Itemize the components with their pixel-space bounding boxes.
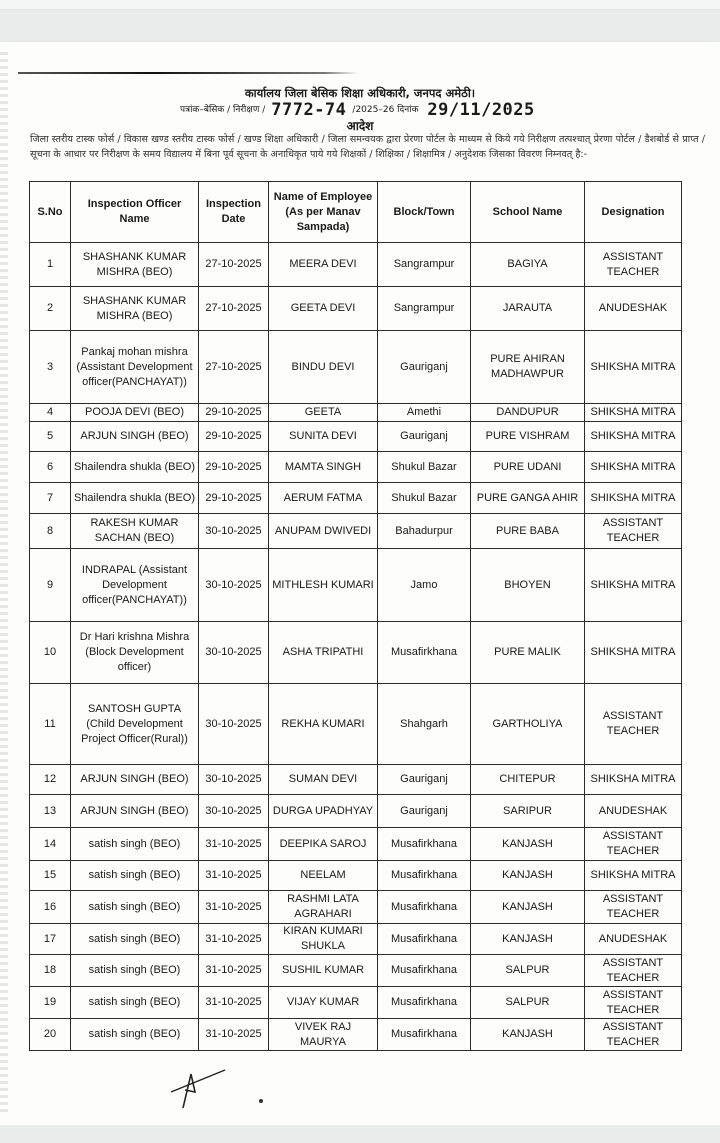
cell-designation: SHIKSHA MITRA <box>585 331 682 404</box>
cell-school-name: PURE UDANI <box>471 452 585 483</box>
cell-block-town: Shahgarh <box>378 684 471 765</box>
cell-designation: SHIKSHA MITRA <box>585 549 682 622</box>
cell-inspection-officer: SANTOSH GUPTA (Child Development Project Officer(Rural)) <box>71 684 199 765</box>
cell-sno: 13 <box>30 795 71 828</box>
cell-employee-name: SUMAN DEVI <box>269 765 378 795</box>
ref-prefix: पत्रांक–बेसिक / निरीक्षण / <box>180 105 266 115</box>
cell-employee-name: MAMTA SINGH <box>269 452 378 483</box>
cell-inspection-officer: ARJUN SINGH (BEO) <box>71 422 199 452</box>
cell-inspection-officer: RAKESH KUMAR SACHAN (BEO) <box>71 514 199 549</box>
cell-designation: ASSISTANT TEACHER <box>585 955 682 987</box>
cell-school-name: CHITEPUR <box>471 765 585 795</box>
cell-designation: ANUDESHAK <box>585 924 682 955</box>
cell-sno: 9 <box>30 549 71 622</box>
table-row <box>30 404 682 422</box>
cell-inspection-date: 30-10-2025 <box>199 765 269 795</box>
cell-sno: 17 <box>30 924 71 955</box>
cell-designation: ANUDESHAK <box>585 287 682 331</box>
table-row <box>30 331 682 404</box>
cell-inspection-date: 31-10-2025 <box>199 955 269 987</box>
cell-sno: 8 <box>30 514 71 549</box>
cell-sno: 12 <box>30 765 71 795</box>
cell-designation: SHIKSHA MITRA <box>585 861 682 891</box>
cell-designation: SHIKSHA MITRA <box>585 622 682 684</box>
cell-inspection-date: 29-10-2025 <box>199 483 269 514</box>
cell-block-town: Sangrampur <box>378 243 471 287</box>
table-row <box>30 684 682 765</box>
cell-inspection-date: 27-10-2025 <box>199 243 269 287</box>
cell-inspection-date: 30-10-2025 <box>199 622 269 684</box>
table-header-row <box>30 182 682 243</box>
column-header-block-town: Block/Town <box>378 182 471 243</box>
cell-designation: SHIKSHA MITRA <box>585 452 682 483</box>
cell-inspection-officer: SHASHANK KUMAR MISHRA (BEO) <box>71 287 199 331</box>
cell-school-name: BHOYEN <box>471 549 585 622</box>
cell-sno: 19 <box>30 987 71 1019</box>
cell-employee-name: MEERA DEVI <box>269 243 378 287</box>
cell-inspection-officer: Pankaj mohan mishra (Assistant Development officer(PANCHAYAT)) <box>71 331 199 404</box>
table-row <box>30 861 682 891</box>
cell-block-town: Amethi <box>378 404 471 422</box>
cell-designation: SHIKSHA MITRA <box>585 483 682 514</box>
cell-designation: ASSISTANT TEACHER <box>585 828 682 861</box>
cell-sno: 2 <box>30 287 71 331</box>
cell-inspection-officer: SHASHANK KUMAR MISHRA (BEO) <box>71 243 199 287</box>
table-row <box>30 422 682 452</box>
cell-employee-name: SUNITA DEVI <box>269 422 378 452</box>
cell-sno: 4 <box>30 404 71 422</box>
cell-inspection-date: 29-10-2025 <box>199 452 269 483</box>
cell-inspection-date: 31-10-2025 <box>199 924 269 955</box>
cell-block-town: Gauriganj <box>378 422 471 452</box>
cell-block-town: Shukul Bazar <box>378 483 471 514</box>
table-row <box>30 795 682 828</box>
date-label: दिनांक <box>397 105 419 115</box>
cell-designation: SHIKSHA MITRA <box>585 404 682 422</box>
cell-school-name: SARIPUR <box>471 795 585 828</box>
cell-school-name: PURE MALIK <box>471 622 585 684</box>
cell-employee-name: RASHMI LATA AGRAHARI <box>269 891 378 924</box>
cell-block-town: Bahadurpur <box>378 514 471 549</box>
app-top-bar <box>0 0 720 10</box>
cell-inspection-officer: Shailendra shukla (BEO) <box>71 452 199 483</box>
column-header-designation: Designation <box>585 182 682 243</box>
cell-employee-name: ANUPAM DWIVEDI <box>269 514 378 549</box>
cell-designation: ASSISTANT TEACHER <box>585 243 682 287</box>
cell-school-name: SALPUR <box>471 987 585 1019</box>
cell-inspection-date: 31-10-2025 <box>199 828 269 861</box>
cell-inspection-date: 29-10-2025 <box>199 422 269 452</box>
cell-block-town: Sangrampur <box>378 287 471 331</box>
table-row <box>30 891 682 924</box>
cell-block-town: Gauriganj <box>378 331 471 404</box>
cell-block-town: Musafirkhana <box>378 924 471 955</box>
column-header-inspection-date: Inspection Date <box>199 182 269 243</box>
cell-school-name: JARAUTA <box>471 287 585 331</box>
cell-block-town: Musafirkhana <box>378 1019 471 1051</box>
cell-block-town: Musafirkhana <box>378 622 471 684</box>
cell-inspection-date: 31-10-2025 <box>199 1019 269 1051</box>
table-row <box>30 452 682 483</box>
ink-dot <box>259 1099 263 1103</box>
cell-employee-name: DEEPIKA SAROJ <box>269 828 378 861</box>
cell-employee-name: KIRAN KUMARI SHUKLA <box>269 924 378 955</box>
cell-block-town: Gauriganj <box>378 795 471 828</box>
cell-inspection-date: 30-10-2025 <box>199 684 269 765</box>
cell-employee-name: DURGA UPADHYAY <box>269 795 378 828</box>
cell-inspection-officer: satish singh (BEO) <box>71 861 199 891</box>
cell-school-name: PURE VISHRAM <box>471 422 585 452</box>
cell-inspection-date: 29-10-2025 <box>199 404 269 422</box>
table-row <box>30 955 682 987</box>
cell-school-name: KANJASH <box>471 891 585 924</box>
ref-session: /2025–26 <box>352 105 395 115</box>
cell-inspection-date: 27-10-2025 <box>199 287 269 331</box>
cell-sno: 1 <box>30 243 71 287</box>
cell-sno: 18 <box>30 955 71 987</box>
cell-designation: ASSISTANT TEACHER <box>585 684 682 765</box>
office-heading: कार्यालय जिला बेसिक शिक्षा अधिकारी, जनपद अमेठी। <box>244 86 476 100</box>
cell-sno: 11 <box>30 684 71 765</box>
cell-sno: 3 <box>30 331 71 404</box>
table-row <box>30 549 682 622</box>
inspection-table <box>29 181 682 1051</box>
cell-inspection-date: 31-10-2025 <box>199 987 269 1019</box>
cell-employee-name: VIVEK RAJ MAURYA <box>269 1019 378 1051</box>
cell-inspection-officer: ARJUN SINGH (BEO) <box>71 795 199 828</box>
table-row <box>30 828 682 861</box>
table-body <box>30 243 682 1051</box>
table-row <box>30 765 682 795</box>
cell-designation: ASSISTANT TEACHER <box>585 1019 682 1051</box>
cell-designation: SHIKSHA MITRA <box>585 422 682 452</box>
table-row <box>30 483 682 514</box>
cell-designation: ASSISTANT TEACHER <box>585 514 682 549</box>
cell-school-name: SALPUR <box>471 955 585 987</box>
cell-block-town: Musafirkhana <box>378 828 471 861</box>
cell-block-town: Musafirkhana <box>378 955 471 987</box>
cell-inspection-officer: satish singh (BEO) <box>71 987 199 1019</box>
cell-designation: SHIKSHA MITRA <box>585 765 682 795</box>
cell-sno: 5 <box>30 422 71 452</box>
cell-school-name: BAGIYA <box>471 243 585 287</box>
cell-block-town: Jamo <box>378 549 471 622</box>
cell-inspection-officer: INDRAPAL (Assistant Development officer(PANCHAYAT)) <box>71 549 199 622</box>
cell-employee-name: VIJAY KUMAR <box>269 987 378 1019</box>
column-header-inspection-officer: Inspection Officer Name <box>71 182 199 243</box>
cell-school-name: KANJASH <box>471 1019 585 1051</box>
cell-inspection-date: 31-10-2025 <box>199 861 269 891</box>
ref-number-handwritten: 7772-74 <box>271 100 347 120</box>
cell-school-name: KANJASH <box>471 924 585 955</box>
cell-inspection-date: 27-10-2025 <box>199 331 269 404</box>
date-handwritten: 29/11/2025 <box>427 100 535 120</box>
cell-block-town: Musafirkhana <box>378 891 471 924</box>
cell-block-town: Musafirkhana <box>378 861 471 891</box>
cell-school-name: KANJASH <box>471 828 585 861</box>
column-header-sno: S.No <box>30 182 71 243</box>
cell-inspection-officer: satish singh (BEO) <box>71 924 199 955</box>
scan-edge-artifact <box>0 52 8 1112</box>
app-bottom-bar <box>0 1125 720 1143</box>
cell-inspection-officer: Shailendra shukla (BEO) <box>71 483 199 514</box>
cell-sno: 20 <box>30 1019 71 1051</box>
cell-inspection-officer: satish singh (BEO) <box>71 891 199 924</box>
cell-employee-name: GEETA DEVI <box>269 287 378 331</box>
cell-employee-name: GEETA <box>269 404 378 422</box>
table-row <box>30 622 682 684</box>
table-row <box>30 1019 682 1051</box>
column-header-school-name: School Name <box>471 182 585 243</box>
scan-top-line <box>18 72 358 74</box>
cell-inspection-date: 30-10-2025 <box>199 549 269 622</box>
order-title: आदेश <box>346 119 374 133</box>
cell-employee-name: REKHA KUMARI <box>269 684 378 765</box>
cell-sno: 6 <box>30 452 71 483</box>
cell-inspection-date: 31-10-2025 <box>199 891 269 924</box>
cell-inspection-date: 30-10-2025 <box>199 514 269 549</box>
cell-inspection-officer: satish singh (BEO) <box>71 828 199 861</box>
cell-block-town: Gauriganj <box>378 765 471 795</box>
cell-employee-name: MITHLESH KUMARI <box>269 549 378 622</box>
cell-inspection-officer: POOJA DEVI (BEO) <box>71 404 199 422</box>
cell-employee-name: SUSHIL KUMAR <box>269 955 378 987</box>
cell-designation: ASSISTANT TEACHER <box>585 891 682 924</box>
column-header-employee-name: Name of Employee (As per Manav Sampada) <box>269 182 378 243</box>
intro-paragraph: जिला स्तरीय टास्क फोर्स / विकास खण्ड स्तरीय टास्क फोर्स / खण्ड शिक्षा अधिकारी / जिला समन्वयक द्वारा प्रेरणा पोर्टल के माध्यम से किये गये निरीक्षण तत्पश्चात् प्रेरणा पोर्टल / डैशबोर्ड से प्राप्त / सूचना के आधार पर निरीक्षण के समय विद्यालय में बिना पूर्व सूचना के अनाधिकृत पाये गये शिक्षकों / शिक्षिका / शिक्षामित्र / अनुदेशक जिसका विवरण निम्नवत् है:- <box>30 134 705 160</box>
cell-sno: 15 <box>30 861 71 891</box>
table-row <box>30 287 682 331</box>
cell-sno: 7 <box>30 483 71 514</box>
cell-school-name: PURE BABA <box>471 514 585 549</box>
cell-inspection-officer: Dr Hari krishna Mishra (Block Development officer) <box>71 622 199 684</box>
table-row <box>30 987 682 1019</box>
cell-employee-name: ASHA TRIPATHI <box>269 622 378 684</box>
cell-sno: 10 <box>30 622 71 684</box>
table-row <box>30 514 682 549</box>
cell-school-name: DANDUPUR <box>471 404 585 422</box>
cell-inspection-officer: satish singh (BEO) <box>71 955 199 987</box>
cell-block-town: Shukul Bazar <box>378 452 471 483</box>
cell-employee-name: NEELAM <box>269 861 378 891</box>
cell-designation: ASSISTANT TEACHER <box>585 987 682 1019</box>
cell-school-name: PURE AHIRAN MADHAWPUR <box>471 331 585 404</box>
cell-inspection-officer: ARJUN SINGH (BEO) <box>71 765 199 795</box>
table-row <box>30 243 682 287</box>
cell-inspection-date: 30-10-2025 <box>199 795 269 828</box>
cell-sno: 16 <box>30 891 71 924</box>
table-row <box>30 924 682 955</box>
cell-school-name: KANJASH <box>471 861 585 891</box>
cell-inspection-officer: satish singh (BEO) <box>71 1019 199 1051</box>
cell-employee-name: AERUM FATMA <box>269 483 378 514</box>
cell-school-name: GARTHOLIYA <box>471 684 585 765</box>
cell-employee-name: BINDU DEVI <box>269 331 378 404</box>
cell-block-town: Musafirkhana <box>378 987 471 1019</box>
cell-school-name: PURE GANGA AHIR <box>471 483 585 514</box>
cell-designation: ANUDESHAK <box>585 795 682 828</box>
cell-sno: 14 <box>30 828 71 861</box>
signature-icon <box>163 1062 233 1112</box>
scanned-document-page <box>0 42 720 1125</box>
